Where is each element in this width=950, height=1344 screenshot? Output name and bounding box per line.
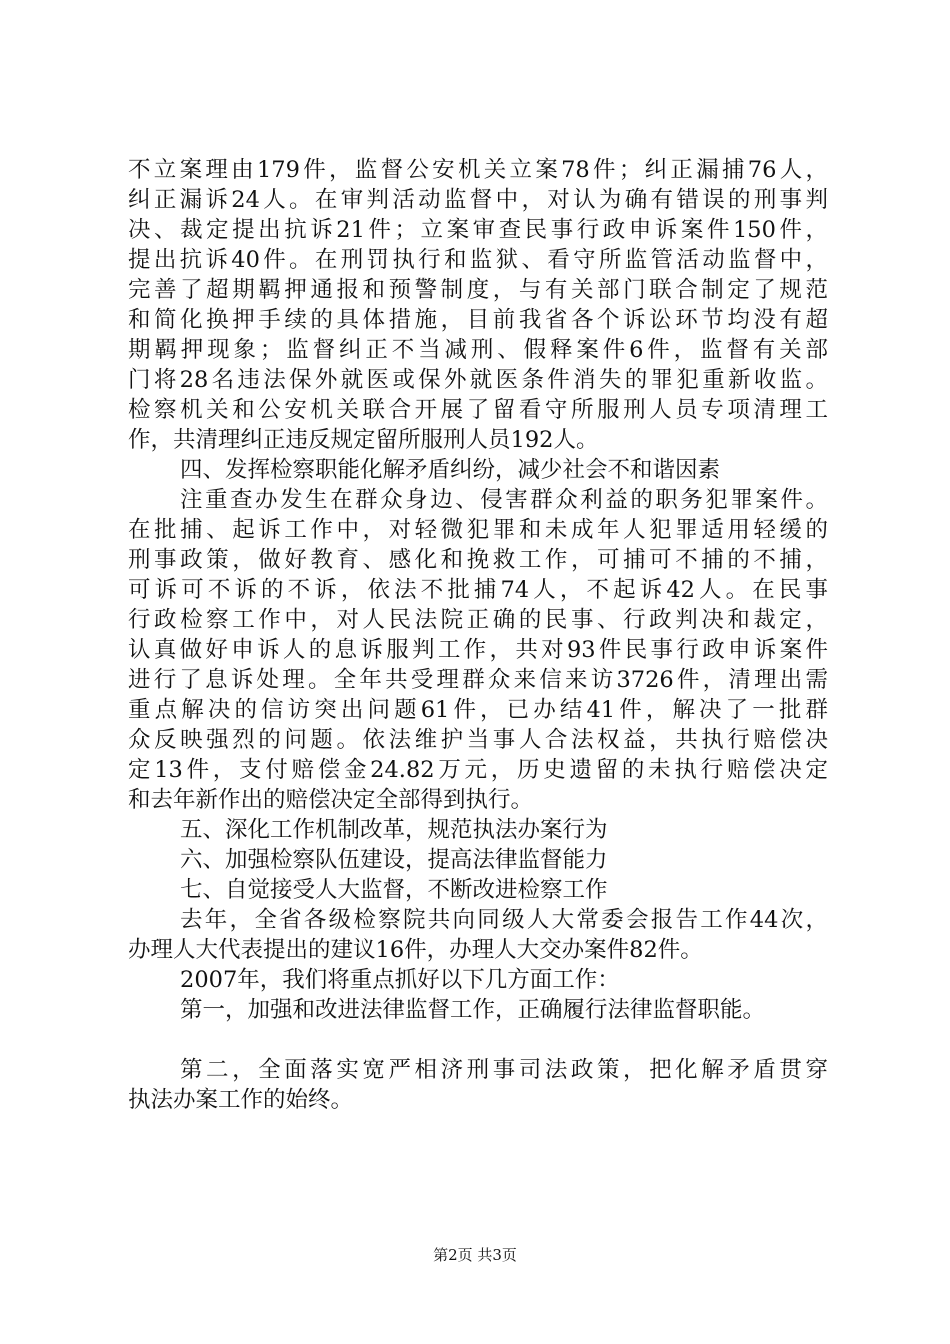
text-line: 行政检察工作中，对人民法院正确的民事、行政判决和裁定， [128,607,828,633]
text-line: 和简化换押手续的具体措施，目前我省各个诉讼环节均没有超 [128,307,828,333]
text-line: 注重查办发生在群众身边、侵害群众利益的职务犯罪案件。 [180,487,828,513]
section-heading: 五、深化工作机制改革，规范执法办案行为 [180,817,608,843]
text-line: 和去年新作出的赔偿决定全部得到执行。 [128,787,534,813]
text-line: 不立案理由179件，监督公安机关立案78件；纠正漏捕76人， [128,157,828,183]
section-heading: 四、发挥检察职能化解矛盾纠纷，减少社会不和谐因素 [180,457,721,483]
text-line: 执法办案工作的始终。 [128,1087,354,1113]
text-line: 期羁押现象；监督纠正不当减刑、假释案件6件，监督有关部 [128,337,828,363]
text-line: 决、裁定提出抗诉21件；立案审查民事行政申诉案件150件， [128,217,828,243]
text-line: 众反映强烈的问题。依法维护当事人合法权益，共执行赔偿决 [128,727,828,753]
page-footer: 第2页 共3页 [433,1246,517,1264]
text-line: 办理人大代表提出的建议16件，办理人大交办案件82件。 [128,937,703,963]
text-line: 认真做好申诉人的息诉服判工作，共对93件民事行政申诉案件 [128,637,828,663]
text-line: 进行了息诉处理。全年共受理群众来信来访3726件，清理出需 [128,667,828,693]
text-line: 重点解决的信访突出问题61件，已办结41件，解决了一批群 [128,697,828,723]
text-line: 完善了超期羁押通报和预警制度，与有关部门联合制定了规范 [128,277,828,303]
text-line: 纠正漏诉24人。在审判活动监督中，对认为确有错误的刑事判 [128,187,828,213]
text-line: 在批捕、起诉工作中，对轻微犯罪和未成年人犯罪适用轻缓的 [128,517,828,543]
text-line: 2007年，我们将重点抓好以下几方面工作： [180,967,620,993]
text-line: 提出抗诉40件。在刑罚执行和监狱、看守所监管活动监督中， [128,247,828,273]
text-line: 检察机关和公安机关联合开展了留看守所服刑人员专项清理工 [128,397,828,423]
section-heading: 七、自觉接受人大监督，不断改进检察工作 [180,877,608,903]
text-line: 刑事政策，做好教育、感化和挽救工作，可捕可不捕的不捕， [128,547,828,573]
text-line: 去年，全省各级检察院共向同级人大常委会报告工作44次， [180,907,828,933]
text-line: 作，共清理纠正违反规定留所服刑人员192人。 [128,427,599,453]
text-line: 定13件，支付赔偿金24.82万元，历史遗留的未执行赔偿决定 [128,757,828,783]
section-heading: 六、加强检察队伍建设，提高法律监督能力 [180,847,608,873]
text-line: 可诉可不诉的不诉，依法不批捕74人，不起诉42人。在民事 [128,577,828,603]
text-line: 第二，全面落实宽严相济刑事司法政策，把化解矛盾贯穿 [180,1057,828,1083]
text-line: 第一，加强和改进法律监督工作，正确履行法律监督职能。 [180,997,766,1023]
text-line: 门将28名违法保外就医或保外就医条件消失的罪犯重新收监。 [128,367,828,393]
